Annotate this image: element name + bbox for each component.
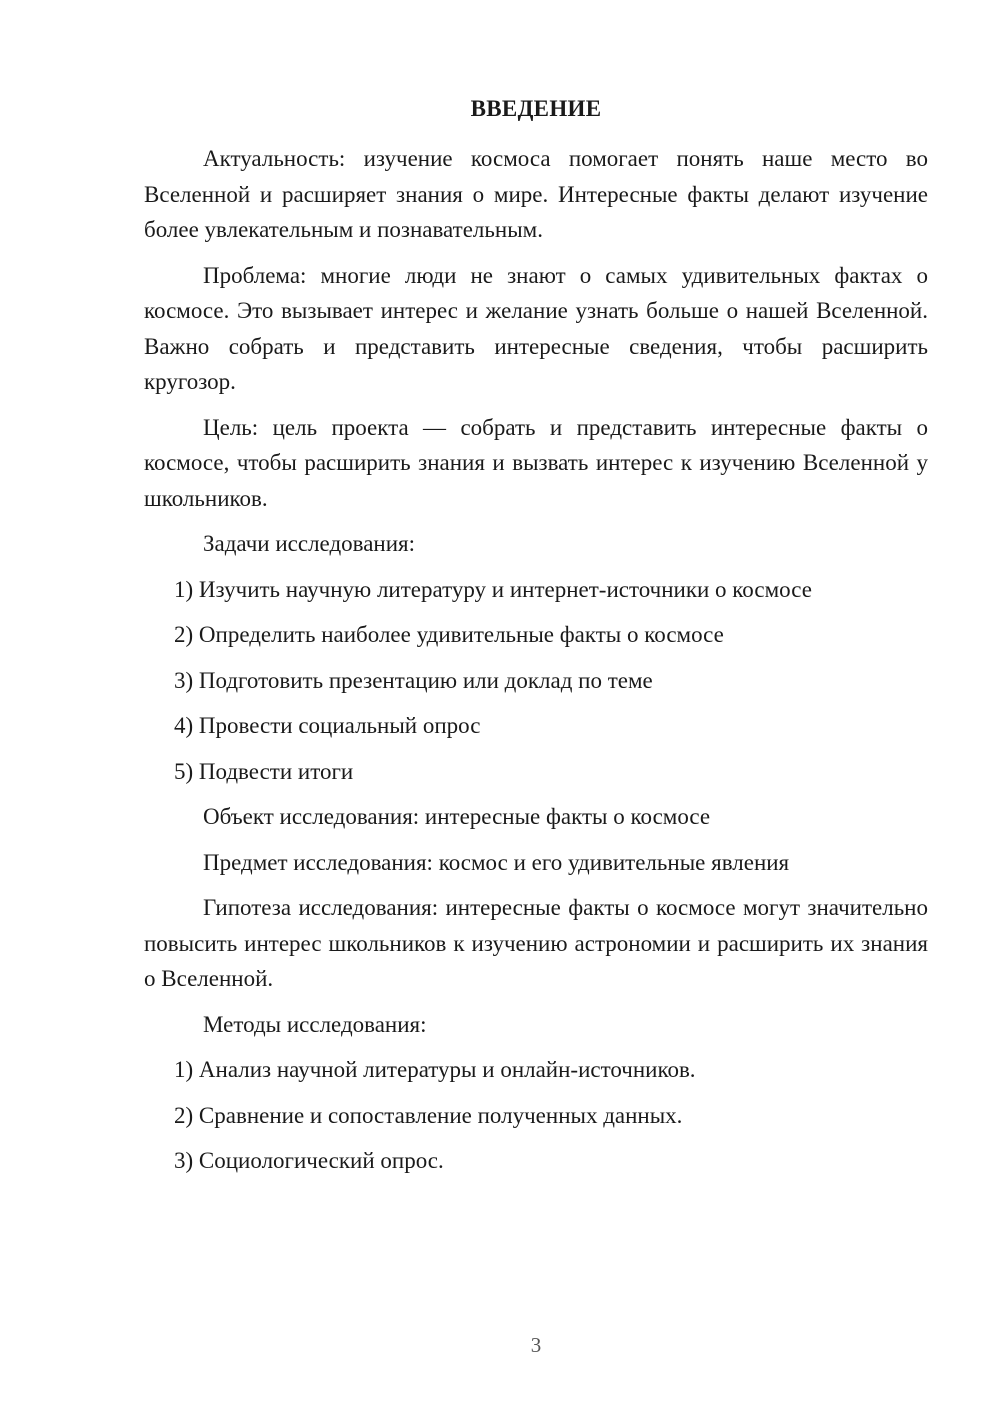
- page-number: 3: [530, 1333, 542, 1357]
- tasks-title: Задачи исследования:: [203, 531, 416, 556]
- method-item: 3) Социологический опрос.: [174, 1148, 444, 1173]
- task-item: 5) Подвести итоги: [174, 758, 354, 784]
- object-line: Объект исследования: интересные факты о космосе: [203, 804, 711, 829]
- page-heading: ВВЕДЕНИЕ: [470, 96, 602, 121]
- task-item: 3) Подготовить презентацию или доклад по теме: [174, 667, 653, 693]
- document-body: [144, 141, 928, 1189]
- task-item: 2) Определить наиболее удивительные факты о космосе: [174, 622, 724, 647]
- task-item: 1) Изучить научную литературу и интернет-источники о космосе: [174, 576, 812, 602]
- problem-paragraph: Проблема: многие люди не знают о самых удивительных фактах о космосе. Это вызывает интерес и желание узнать больше о нашей Вселенной. Важно собрать и представить интересные сведения, чтобы расширить кругозор.: [144, 262, 928, 394]
- task-item: 4) Провести социальный опрос: [174, 713, 481, 738]
- methods-title: Методы исследования:: [203, 1011, 427, 1037]
- subject-line: Предмет исследования: космос и его удивительные явления: [203, 849, 790, 875]
- method-item: 1) Анализ научной литературы и онлайн-источников.: [174, 1057, 696, 1082]
- relevance-paragraph: Актуальность: изучение космоса помогает понять наше место во Вселенной и расширяет знания о мире. Интересные факты делают изучение более увлекательным и познавательным.: [144, 146, 928, 242]
- methods-list: [144, 1052, 928, 1179]
- method-item: 2) Сравнение и сопоставление полученных данных.: [174, 1102, 683, 1128]
- goal-paragraph: Цель: цель проекта — собрать и представить интересные факты о космосе, чтобы расширить знания и вызвать интерес к изучению Вселенной у школьников.: [144, 414, 928, 511]
- hypothesis-paragraph: Гипотеза исследования: интересные факты о космосе могут значительно повысить интерес школьников к изучению астрономии и расширить их знания о Вселенной.: [144, 895, 928, 991]
- tasks-list: [144, 572, 928, 790]
